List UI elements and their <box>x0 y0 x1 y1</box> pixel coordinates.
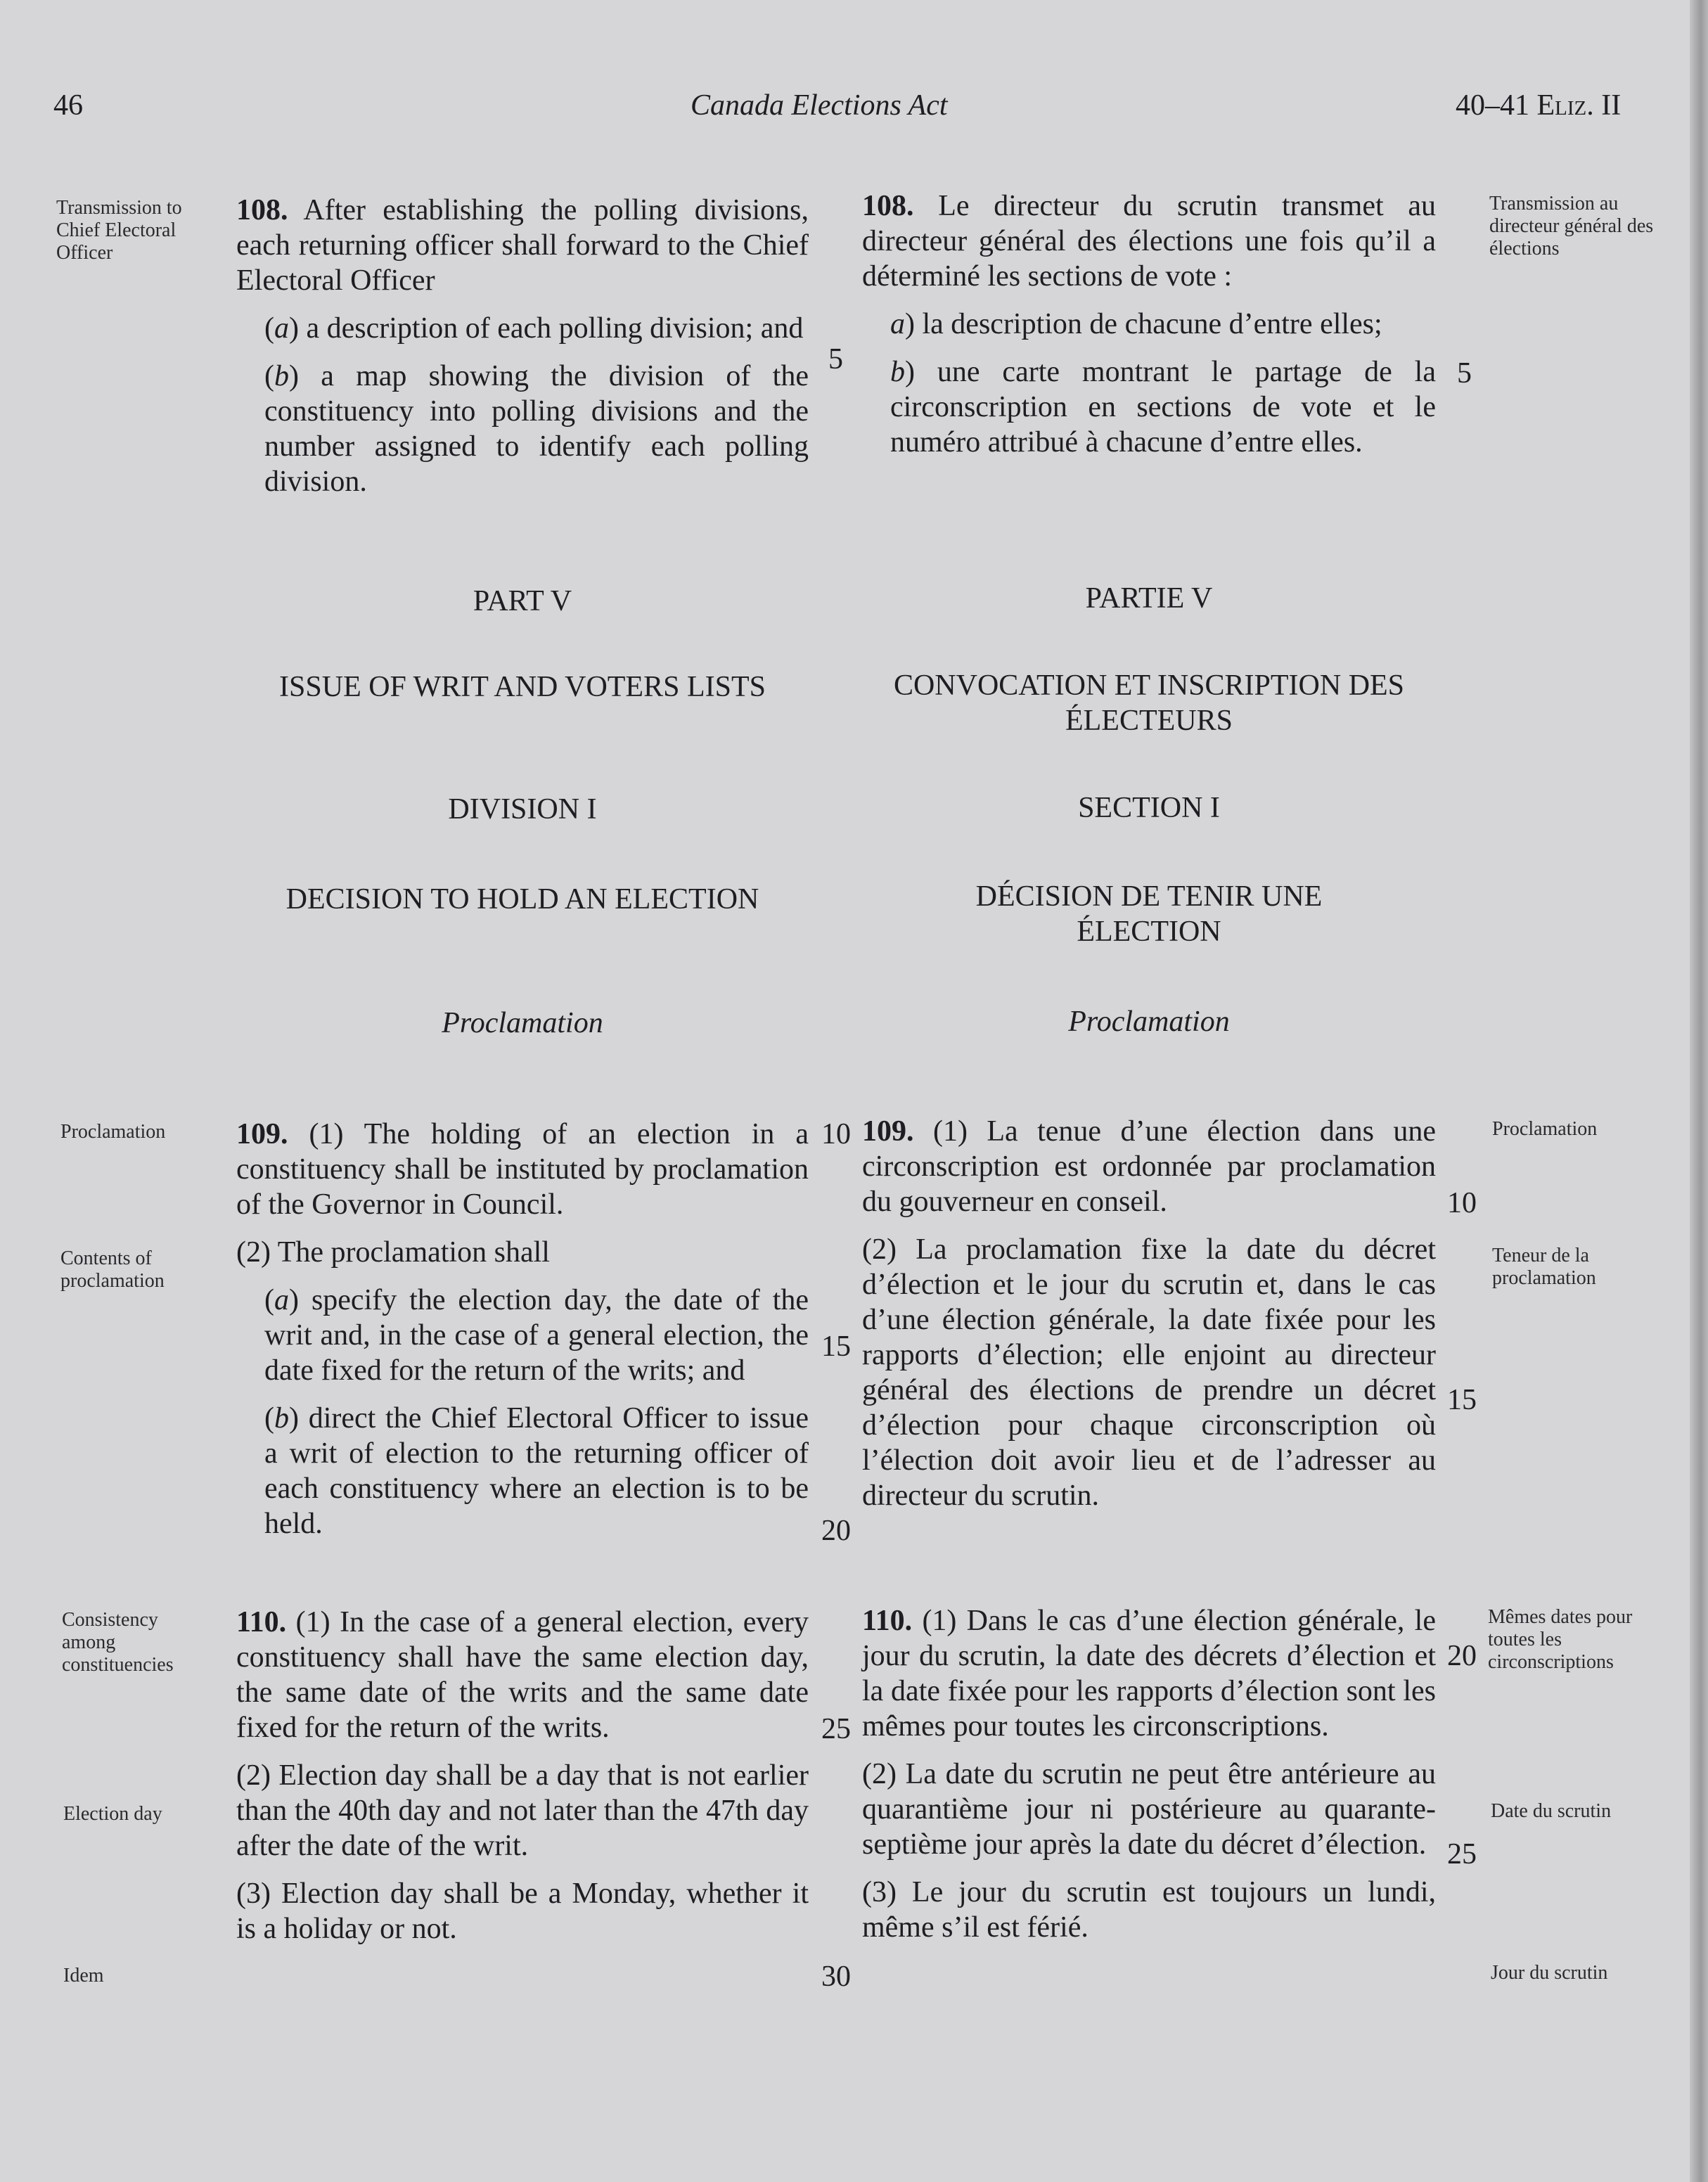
line-number: 15 <box>1447 1384 1477 1416</box>
division-heading-en: DIVISION I <box>448 793 597 826</box>
line-number: 10 <box>821 1118 851 1150</box>
section-108-fr: 108. Le directeur du scrutin transmet au directeur général des élections une fois qu’il a déterminé les sections de vote : a) la description de chacune d’entre elles; b) une carte montrant le partage de la circonscription en sections de vote et le numéro attribué à chacune d’entre elles. <box>862 190 1436 458</box>
line-number: 10 <box>1447 1187 1477 1219</box>
margin-note-proclamation-en: Proclamation <box>60 1121 166 1143</box>
part-title-en: ISSUE OF WRIT AND VOTERS LISTS <box>279 671 766 703</box>
section-109-fr: 109. (1) La tenue d’une élection dans une circonscription est ordonnée par proclamation du gouverneur en conseil. (2) La proclamation fixe la date du décret d’élection et le jour du scrutin et, dans le cas d’une élection générale, la date fixée pour les rapports d’élection; elle enjoint au directeur général des élections de prendre un décret d’élection pour chaque circonscription où l’élection doit avoir lieu et de l’adresser au directeur du scrutin. <box>862 1115 1437 1512</box>
margin-note-proclamation-fr: Proclamation <box>1492 1118 1598 1140</box>
line-number: 30 <box>821 1960 851 1993</box>
margin-note-contents-en: Contents of proclamation <box>60 1247 165 1292</box>
part-heading-en: PART V <box>473 585 572 617</box>
section-108-en: 108. After establishing the polling divisions, each returning officer shall forward to the Chief Electoral Officer (a) a description of each polling division; and (b) a map showing the division of the constituency into polling divisions and the number assigned to identify each polling division. <box>236 194 809 498</box>
margin-note-contents-fr: Teneur de la proclamation <box>1492 1245 1596 1289</box>
subheading-proclamation-en: Proclamation <box>442 1007 603 1039</box>
section-109-en: 109. (1) The holding of an election in a constituency shall be instituted by proclamation of the Governor in Council. (2) The proclamation shall (a) specify the election day, the date of the writ and, in the case of a general election, the date fixed for the return of the writs; and (b) direct the Chief Electoral Officer to issue a writ of election to the returning officer of each constituency where an election is to be held. <box>236 1118 809 1540</box>
page-number: 46 <box>53 89 83 122</box>
line-number: 20 <box>821 1515 851 1547</box>
margin-note-idem-en: Idem <box>63 1965 104 1987</box>
line-number: 15 <box>821 1330 851 1363</box>
section-110-fr: 110. (1) Dans le cas d’une élection générale, le jour du scrutin, la date des décrets d’élection et la date fixée pour les rapports d’élection sont les mêmes pour toutes les circonscriptions. (2) La date du scrutin ne peut être antérieure au quarantième jour ni postérieure au quarante-septième jour après la date du décret d’élection. (3) Le jour du scrutin est toujours un lundi, même s’il est férié. <box>862 1605 1436 1944</box>
line-number: 20 <box>1447 1640 1477 1672</box>
line-number: 25 <box>1447 1838 1477 1870</box>
division-heading-fr: SECTION I <box>1078 792 1220 824</box>
line-number: 5 <box>1457 357 1472 390</box>
margin-note-transmission-fr: Transmission au directeur général des élections <box>1489 193 1654 259</box>
margin-note-consistency-fr: Mêmes dates pour toutes les circonscriptions <box>1488 1606 1633 1673</box>
division-title-en: DECISION TO HOLD AN ELECTION <box>285 883 759 916</box>
margin-note-election-day-fr: Date du scrutin <box>1491 1800 1612 1822</box>
regnal-year: 40–41 Eliz. II <box>1456 89 1622 122</box>
margin-note-consistency-en: Consistency among constituencies <box>62 1609 174 1676</box>
margin-note-idem-fr: Jour du scrutin <box>1491 1962 1608 1984</box>
division-title-fr: DÉCISION DE TENIR UNE ÉLECTION <box>975 880 1323 948</box>
running-title: Canada Elections Act <box>691 89 948 122</box>
line-number: 25 <box>821 1713 851 1745</box>
page-edge-shadow <box>1690 0 1708 2182</box>
part-heading-fr: PARTIE V <box>1085 582 1213 615</box>
line-number: 5 <box>828 343 843 376</box>
margin-note-transmission-en: Transmission to Chief Electoral Officer <box>56 197 182 264</box>
margin-note-election-day-en: Election day <box>63 1803 162 1825</box>
subheading-proclamation-fr: Proclamation <box>1068 1006 1230 1038</box>
part-title-fr: CONVOCATION ET INSCRIPTION DES ÉLECTEURS <box>893 669 1405 737</box>
section-110-en: 110. (1) In the case of a general election, every constituency shall have the same election day, the same date of the writs and the same date fixed for the return of the writs. (2) Election day shall be a day that is not earlier than the 40th day and not later than the 47th day after the date of the writ. (3) Election day shall be a Monday, whether it is a holiday or not. <box>236 1606 809 1945</box>
